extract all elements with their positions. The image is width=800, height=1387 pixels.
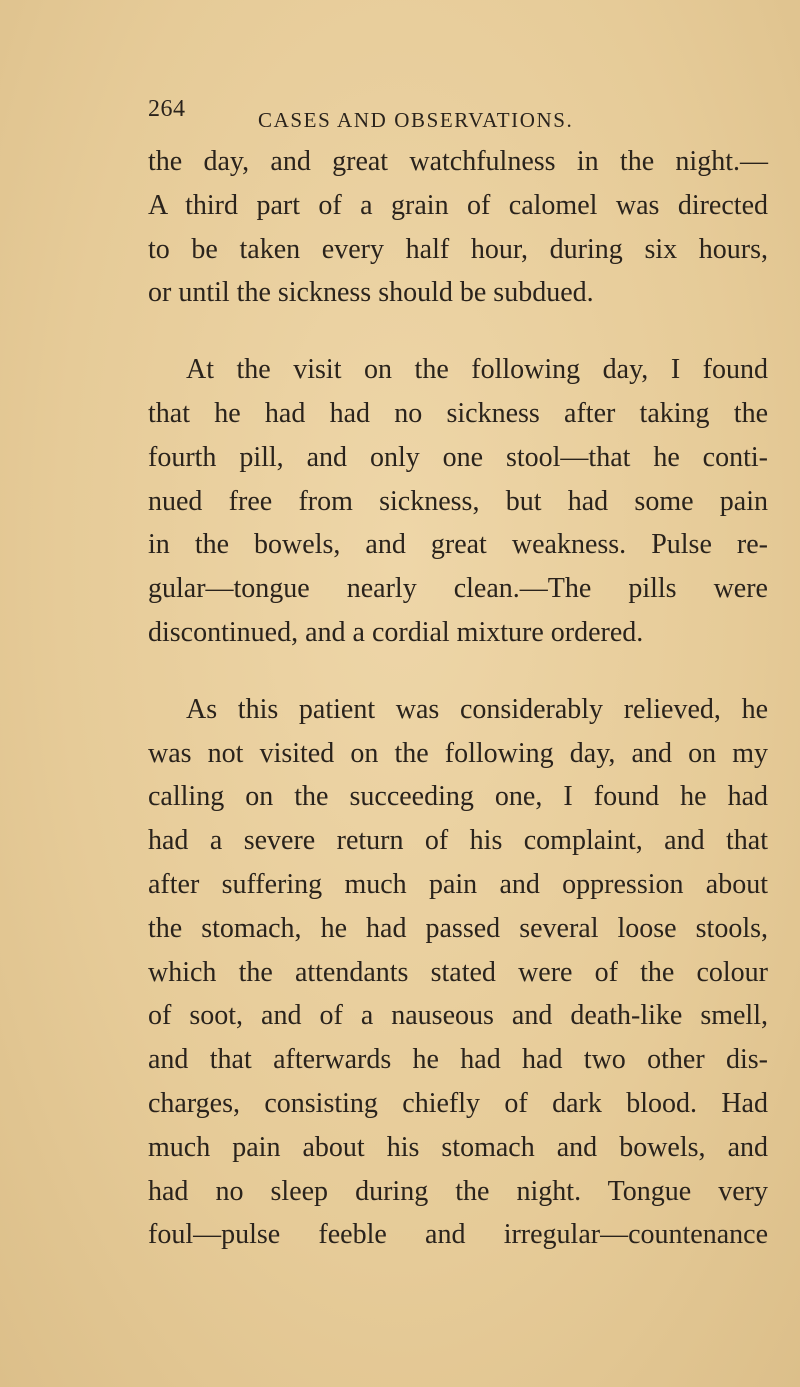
text-line: had no sleep during the night. Tongue very <box>148 1175 768 1207</box>
text-line: to be taken every half hour, during six hours, <box>148 233 768 265</box>
text-line: the day, and great watchfulness in the night.— <box>148 146 768 177</box>
running-head: CASES AND OBSERVATIONS. <box>258 108 574 132</box>
text-line: discontinued, and a cordial mixture ordered. <box>148 616 644 648</box>
text-line: in the bowels, and great weakness. Pulse re- <box>148 529 768 561</box>
text-line: gular—tongue nearly clean.—The pills were <box>148 573 768 605</box>
page-number: 264 <box>148 96 186 122</box>
paragraph-3 <box>148 688 768 1257</box>
body-text <box>148 140 768 1257</box>
text-line: nued free from sickness, but had some pain <box>148 485 768 517</box>
text-line: and that afterwards he had had two other dis- <box>148 1044 768 1076</box>
text-line: of soot, and of a nauseous and death-like smell, <box>148 1000 768 1032</box>
text-line: the stomach, he had passed several loose stools, <box>148 912 768 944</box>
text-line: foul—pulse feeble and irregular—countenance <box>148 1219 768 1251</box>
paragraph-1 <box>148 140 768 315</box>
text-line: or until the sickness should be subdued. <box>148 277 594 309</box>
text-line: much pain about his stomach and bowels, and <box>148 1131 768 1163</box>
paragraph-2 <box>148 348 768 655</box>
text-line: which the attendants stated were of the colour <box>148 956 768 988</box>
text-line: As this patient was considerably relieved, he <box>186 693 768 725</box>
text-line: after suffering much pain and oppression about <box>148 868 768 900</box>
text-line: fourth pill, and only one stool—that he conti- <box>148 441 768 473</box>
text-line: charges, consisting chiefly of dark blood. Had <box>148 1087 768 1119</box>
text-line: A third part of a grain of calomel was directed <box>148 189 768 221</box>
text-line: was not visited on the following day, and on my <box>148 737 768 769</box>
page-header <box>0 96 800 136</box>
text-line: calling on the succeeding one, I found he had <box>148 781 768 813</box>
text-line: had a severe return of his complaint, and that <box>148 825 768 857</box>
text-line: that he had had no sickness after taking the <box>148 397 768 429</box>
text-line: At the visit on the following day, I found <box>186 354 768 386</box>
